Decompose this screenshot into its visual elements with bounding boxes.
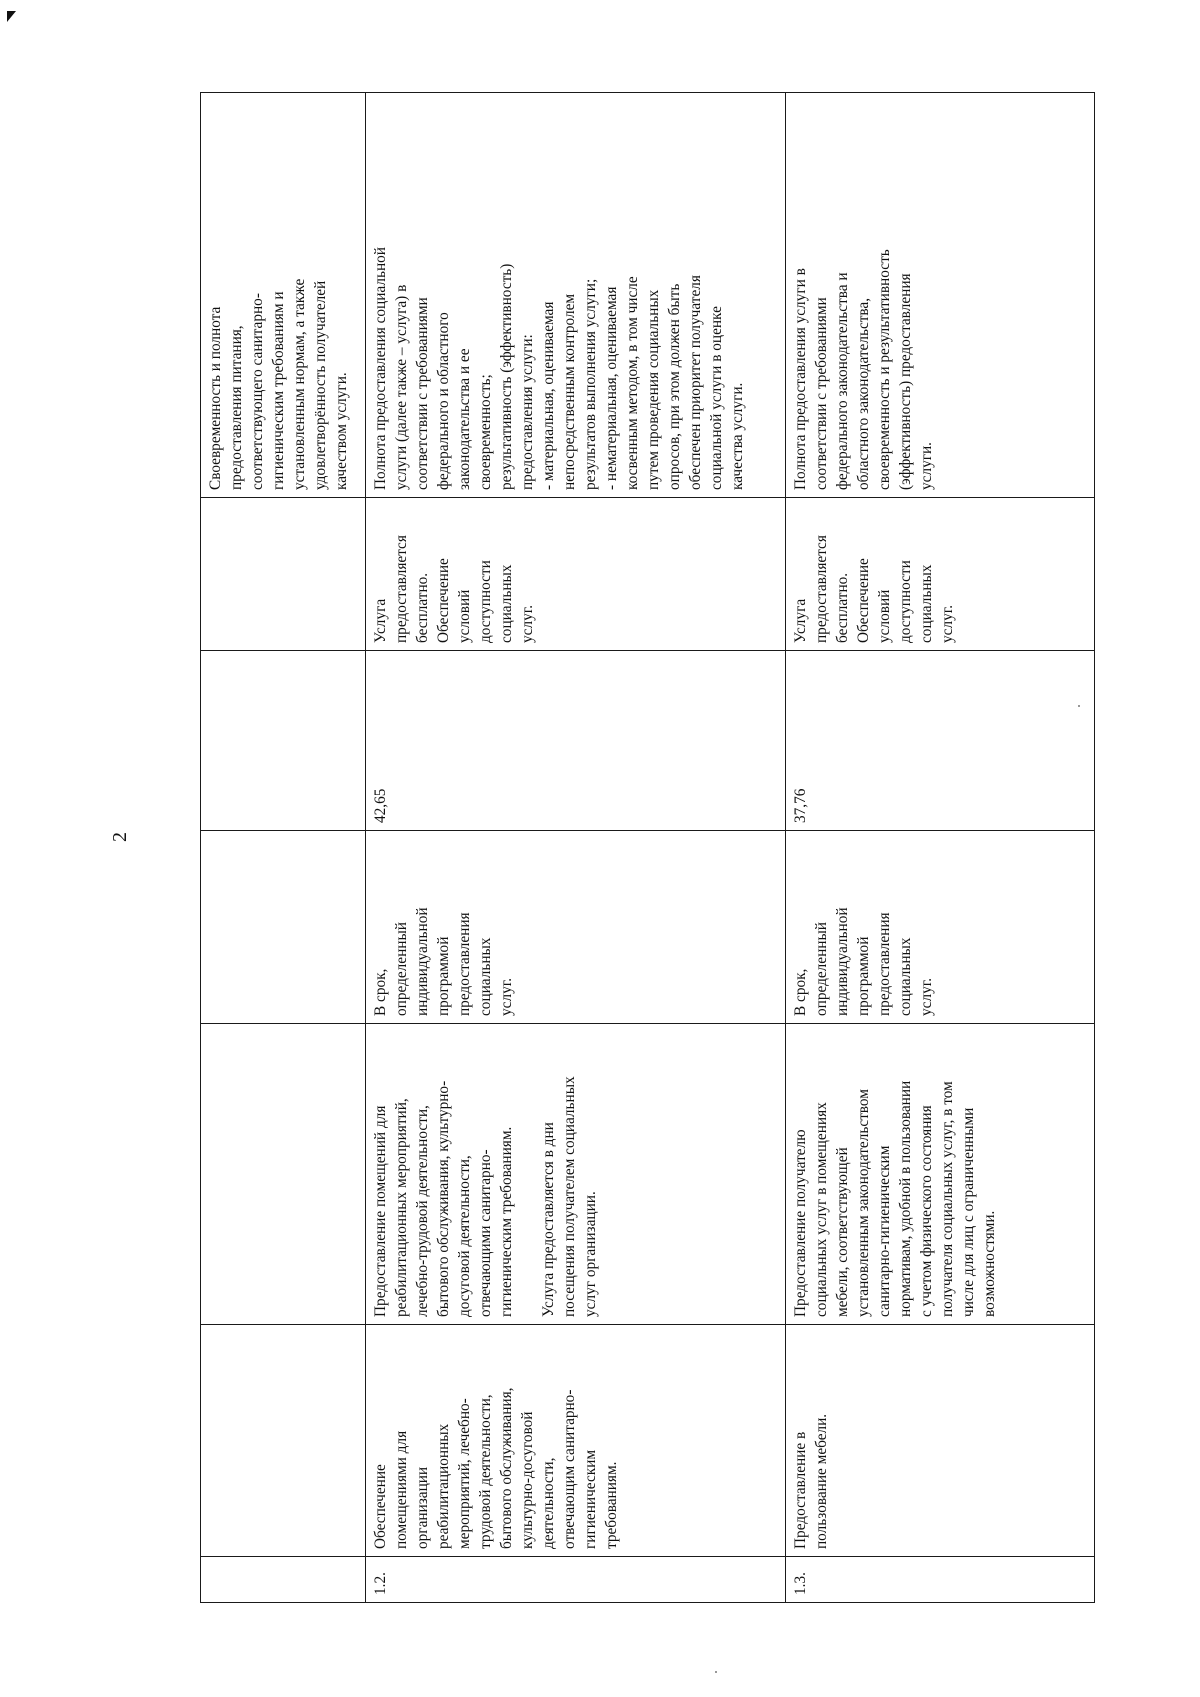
scan-corner-mark <box>7 11 16 22</box>
cell-description: Предоставление получателю социальных услуг в помещениях мебели, соответствующей установленным законодательством санитарно-гигиеническим нормативам, удобной в пользовании с учетом физического состояния получателя социальных услуг, в том числе для лиц с ограниченными возможностями. <box>786 1024 1095 1325</box>
cell-cost <box>201 651 366 831</box>
cell-quality: Полнота предоставления услуги в соответствии с требованиями федерального законодательства и областного законодательства, своевременность и результативность (эффективность) предоставления услуги. <box>786 93 1095 498</box>
services-table <box>200 92 1095 1603</box>
scan-speck <box>715 1671 717 1673</box>
description-text: Предоставление помещений для реабилитационных мероприятий, лечебно-трудовой деятельности, бытового обслуживания, культурно- досуговой деятельности, отвечающими санитарно- гигиеническим требованиям. <box>372 1080 515 1317</box>
table-row-1-3 <box>786 93 1095 1603</box>
cell-cost: 37,76 <box>786 651 1095 831</box>
cell-service-name: Предоставление в пользование мебели. <box>786 1325 1095 1557</box>
cell-quality: Своевременность и полнота предоставления питания, соответствующего санитарно- гигиеническим требованиям и установленным нормам, а также удовлетворённость получателей качеством услуги. <box>201 93 366 498</box>
page-number: 2 <box>109 832 131 842</box>
cell-number <box>201 1557 366 1603</box>
cell-number: 1.3. <box>786 1557 1095 1603</box>
cell-conditions: Услуга предоставляется бесплатно. Обеспечение условий доступности социальных услуг. <box>366 498 786 651</box>
description-note: Услуга предоставляется в дни посещения получателем социальных услуг организации. <box>540 1076 599 1317</box>
cell-service-name: Обеспечение помещениями для организации реабилитационных мероприятий, лечебно- трудовой деятельности, бытового обслуживания, культурно-досуговой деятельности, отвечающим санитарно- гигиеническим требованиям. <box>366 1325 786 1557</box>
cell-cost: 42,65 <box>366 651 786 831</box>
cell-term <box>201 831 366 1024</box>
cell-term: В срок, определенный индивидуальной программой предоставления социальных услуг. <box>786 831 1095 1024</box>
cell-term: В срок, определенный индивидуальной программой предоставления социальных услуг. <box>366 831 786 1024</box>
table-row-continuation <box>201 93 366 1603</box>
cell-description <box>201 1024 366 1325</box>
cell-service-name <box>201 1325 366 1557</box>
cell-description <box>366 1024 786 1325</box>
rotated-table-wrapper <box>200 93 1095 1603</box>
table-row-1-2 <box>366 93 786 1603</box>
cell-quality: Полнота предоставления социальной услуги (далее также – услуга) в соответствии с требованиями федерального и областного законодательства и ее своевременность; результативность (эффективность) предоставления услуги: - материальная, оцениваемая непосредственным контролем результатов выполнения услуги; - нематериальная, оцениваемая косвенным методом, в том числе путем проведения социальных опросов, при этом должен быть обеспечен приоритет получателя социальной услуги в оценке качества услуги. <box>366 93 786 498</box>
cell-conditions <box>201 498 366 651</box>
cell-conditions: Услуга предоставляется бесплатно. Обеспечение условий доступности социальных услуг. <box>786 498 1095 651</box>
cell-number: 1.2. <box>366 1557 786 1603</box>
